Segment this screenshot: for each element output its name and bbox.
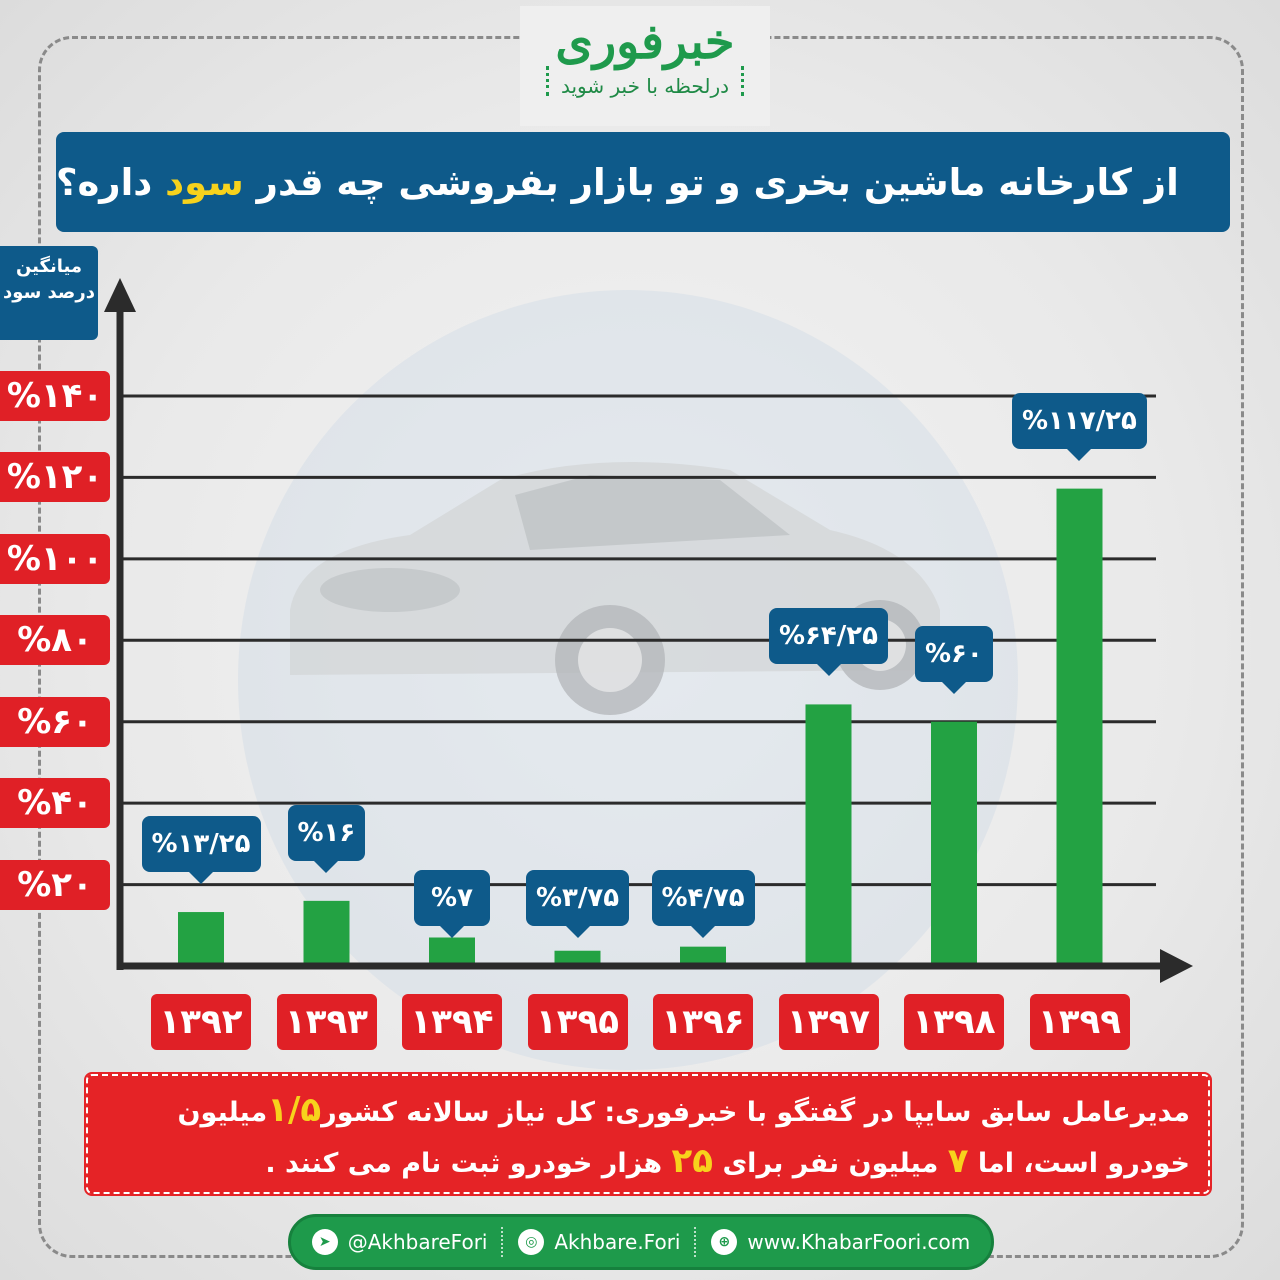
note-part2: میلیون خودرو است، اما: [177, 1097, 1190, 1179]
y-tick-label: %۶۰: [0, 697, 110, 747]
x-tick-label: ۱۳۹۵: [528, 994, 628, 1050]
logo-name: خبرفوری: [555, 14, 735, 70]
x-tick-label: ۱۳۹۹: [1030, 994, 1130, 1050]
telegram-handle: @AkhbareFori: [347, 1230, 488, 1254]
x-tick-label: ۱۳۹۷: [779, 994, 879, 1050]
footer-divider: [694, 1227, 698, 1257]
value-label: %۷: [414, 870, 490, 926]
website-url: www.KhabarFoori.com: [747, 1230, 971, 1254]
footer-telegram[interactable]: [312, 1229, 488, 1255]
title-before: از کارخانه ماشین بخری و تو بازار بفروشی چه قدر: [256, 160, 1179, 204]
instagram-handle: Akhbare.Fori: [554, 1230, 681, 1254]
value-label: %۶۴/۲۵: [769, 608, 888, 664]
telegram-icon: ➤: [312, 1229, 338, 1255]
x-tick-label: ۱۳۹۲: [151, 994, 251, 1050]
footer-website[interactable]: [711, 1229, 970, 1255]
x-tick-label: ۱۳۹۳: [277, 994, 377, 1050]
note-number-3: ۲۵: [671, 1141, 714, 1181]
footer-instagram[interactable]: [518, 1229, 680, 1255]
y-tick-label: %۱۰۰: [0, 534, 110, 584]
title-highlight: سود: [165, 160, 244, 204]
note-part3: میلیون نفر برای: [722, 1148, 939, 1179]
y-tick-label: %۸۰: [0, 615, 110, 665]
x-tick-label: ۱۳۹۸: [904, 994, 1004, 1050]
instagram-icon: ◎: [518, 1229, 544, 1255]
bar: [1057, 489, 1103, 966]
y-tick-label: %۱۴۰: [0, 371, 110, 421]
bar: [304, 901, 350, 966]
value-label: %۱۱۷/۲۵: [1012, 393, 1147, 449]
note-part1: مدیرعامل سابق سایپا در گفتگو با خبرفوری: کل نیاز سالانه کشور: [321, 1097, 1190, 1128]
quote-note: [86, 1074, 1210, 1194]
value-label: %۱۶: [288, 805, 366, 861]
value-label: %۳/۷۵: [526, 870, 629, 926]
value-label: %۱۳/۲۵: [142, 816, 261, 872]
x-tick-label: ۱۳۹۶: [653, 994, 753, 1050]
value-label: %۴/۷۵: [652, 870, 755, 926]
note-number-2: ۷: [947, 1141, 969, 1181]
y-axis-arrow: [104, 278, 136, 312]
value-label: %۶۰: [915, 626, 993, 682]
y-tick-label: %۲۰: [0, 860, 110, 910]
bar: [931, 722, 977, 966]
note-part4: هزار خودرو ثبت نام می کنند .: [265, 1148, 663, 1179]
bar: [806, 704, 852, 966]
x-tick-label: ۱۳۹۴: [402, 994, 502, 1050]
bar: [429, 938, 475, 967]
title-after: داره؟: [56, 160, 153, 204]
x-axis-arrow: [1160, 949, 1193, 983]
globe-icon: ⊕: [711, 1229, 737, 1255]
y-axis-title: میانگین درصد سود: [0, 246, 98, 340]
logo-tagline: درلحظه با خبر شوید: [560, 74, 730, 98]
bar: [178, 912, 224, 966]
footer-divider: [501, 1227, 505, 1257]
y-tick-label: %۱۲۰: [0, 452, 110, 502]
note-number-1: ۱/۵: [267, 1090, 322, 1130]
footer-bar: [288, 1214, 994, 1270]
y-tick-label: %۴۰: [0, 778, 110, 828]
